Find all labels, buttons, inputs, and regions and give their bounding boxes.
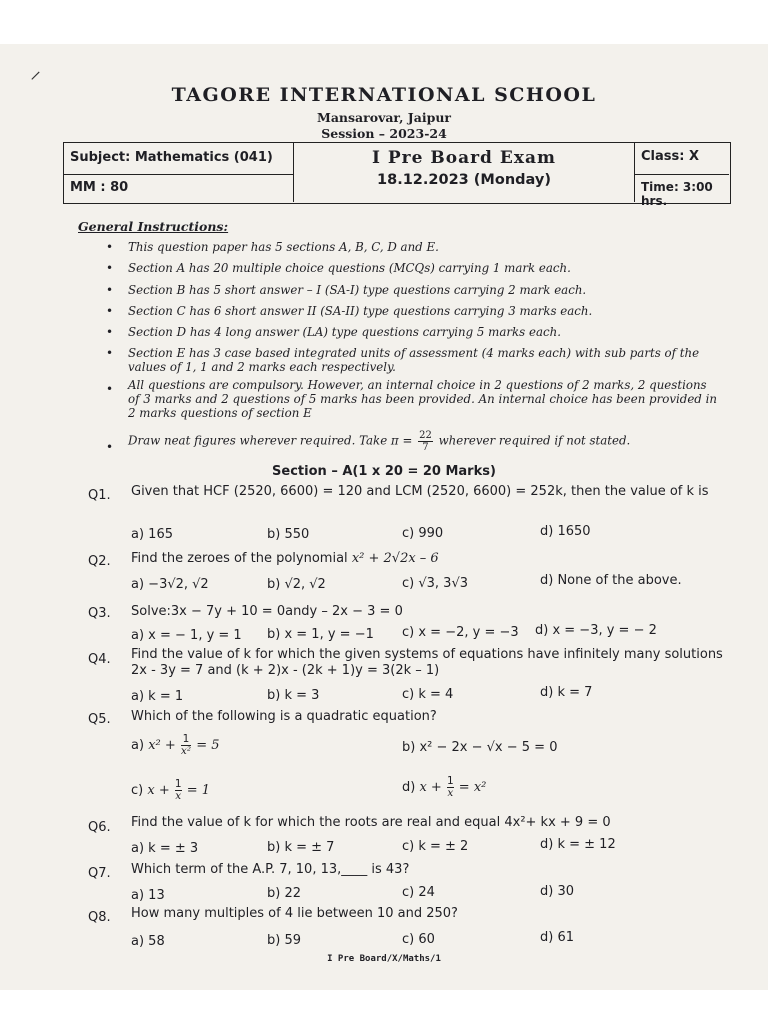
option-b: b) √2, √2	[267, 577, 326, 592]
instruction-text: Draw neat figures wherever required. Take π =	[128, 433, 413, 448]
question-number: Q7.	[88, 866, 111, 881]
option-a: a) k = ± 3	[131, 841, 199, 856]
instruction-item: Section A has 20 multiple choice questions (MCQs) carrying 1 mark each.	[128, 261, 571, 275]
polynomial-expression: x² + 2√2x – 6	[351, 551, 439, 566]
question-text: Find the zeroes of the polynomial	[131, 551, 348, 566]
option-c: c) 24	[402, 885, 435, 900]
option-d	[402, 776, 486, 799]
question-text: Given that HCF (2520, 6600) = 120 and LCM (2520, 6600) = 252k, then the value of k is	[131, 484, 709, 499]
option-b: b) 22	[267, 886, 301, 901]
time-cell: Time: 3:00 hrs.	[634, 175, 729, 202]
question-text: Which of the following is a quadratic equation?	[131, 709, 437, 724]
fraction-numerator: 1	[182, 733, 190, 745]
instruction-text: wherever required if not stated.	[438, 433, 631, 448]
option-label: a)	[131, 738, 145, 753]
question-text: Which term of the A.P. 7, 10, 13,____ is 43?	[131, 862, 410, 877]
session: Session – 2023-24	[321, 126, 447, 141]
expression-part: x +	[147, 783, 170, 798]
max-marks-cell: MM : 80	[64, 175, 294, 202]
option-b: b) 550	[267, 527, 310, 542]
exam-title-cell	[294, 143, 634, 202]
option-c: c) k = ± 2	[402, 839, 469, 854]
fraction-numerator: 1	[174, 778, 182, 790]
photo-top-border	[0, 0, 768, 44]
option-b: b) k = 3	[267, 688, 320, 703]
pen-mark: ⸝	[30, 59, 42, 84]
option-a: a) k = 1	[131, 689, 184, 704]
option-b: b) k = ± 7	[267, 840, 335, 855]
option-d: d) 30	[540, 884, 574, 899]
bullet-icon: •	[106, 382, 114, 396]
option-c: c) 990	[402, 526, 444, 541]
question-text: How many multiples of 4 lie between 10 and 250?	[131, 906, 458, 921]
instruction-item: Section B has 5 short answer – I (SA-I) type questions carrying 2 mark each.	[128, 283, 587, 297]
instruction-item: All questions are compulsory. However, an internal choice in 2 questions of 2 marks, 2 questions of 3 marks and 2 questions of 5 marks has been provided. An internal choice has been provided in 2 marks questions of section E	[128, 378, 717, 420]
question-number: Q1.	[88, 488, 111, 503]
bullet-icon: •	[106, 346, 114, 360]
exam-header-table	[63, 142, 731, 208]
section-a-heading: Section – A(1 x 20 = 20 Marks)	[272, 464, 496, 479]
question-text-q2	[131, 551, 723, 567]
option-d: d) None of the above.	[540, 573, 682, 588]
instruction-item: Section C has 6 short answer II (SA-II) type questions carrying 3 marks each.	[128, 304, 593, 318]
option-b: b) 59	[267, 933, 301, 948]
question-number: Q3.	[88, 606, 111, 621]
photo-bottom-border	[0, 990, 768, 1024]
question-number: Q8.	[88, 910, 111, 925]
option-a: a) 58	[131, 934, 165, 949]
instruction-item: Section E has 3 case based integrated units of assessment (4 marks each) with sub parts of the values of 1, 1 and 2 marks each respectively.	[128, 346, 700, 374]
bullet-icon: •	[106, 240, 114, 254]
option-d: d) 61	[540, 930, 574, 945]
bullet-icon: •	[106, 261, 114, 275]
exam-title: I Pre Board Exam	[372, 148, 556, 168]
option-label: d)	[402, 780, 416, 795]
page-footer: I Pre Board/X/Maths/1	[327, 954, 441, 964]
option-c: c) √3, 3√3	[402, 576, 468, 591]
expression-part: x² +	[148, 738, 176, 753]
option-a: a) 13	[131, 888, 165, 903]
pi-fraction	[418, 430, 433, 453]
option-b: b) x² − 2x − √x − 5 = 0	[402, 740, 558, 755]
fraction-denominator: 7	[422, 442, 429, 453]
question-number: Q4.	[88, 652, 111, 667]
bullet-icon: •	[106, 325, 114, 339]
option-a: a) 165	[131, 527, 173, 542]
option-c: c) k = 4	[402, 687, 454, 702]
option-d: d) 1650	[540, 524, 591, 539]
fraction	[447, 776, 454, 799]
fraction-numerator: 1	[446, 775, 454, 787]
question-number: Q6.	[88, 820, 111, 835]
school-name: TAGORE INTERNATIONAL SCHOOL	[171, 84, 597, 106]
exam-date: 18.12.2023 (Monday)	[377, 172, 551, 188]
option-d: d) k = 7	[540, 685, 593, 700]
question-text: Solve:3x − 7y + 10 = 0andy – 2x − 3 = 0	[131, 604, 403, 619]
option-a	[131, 734, 219, 757]
bullet-icon: •	[106, 304, 114, 318]
option-a: a) x = − 1, y = 1	[131, 628, 242, 643]
option-a: a) −3√2, √2	[131, 577, 209, 592]
fraction-numerator: 22	[419, 430, 432, 441]
expression-part: = 1	[186, 783, 210, 798]
option-c: c) x = −2, y = −3	[402, 625, 519, 640]
instruction-item-pi	[128, 430, 720, 453]
bullet-icon: •	[106, 283, 114, 297]
subject-cell: Subject: Mathematics (041)	[64, 143, 294, 175]
option-c	[131, 779, 210, 802]
question-text: Find the value of k for which the roots are real and equal 4x²+ kx + 9 = 0	[131, 815, 611, 830]
instructions-heading: General Instructions:	[78, 219, 229, 234]
option-d: d) x = −3, y = − 2	[535, 623, 657, 638]
fraction	[181, 734, 191, 757]
school-address: Mansarovar, Jaipur	[316, 110, 451, 125]
question-number: Q5.	[88, 712, 111, 727]
expression-part: = x²	[458, 780, 487, 795]
option-d: d) k = ± 12	[540, 837, 616, 852]
expression-part: x +	[419, 780, 442, 795]
class-cell: Class: X	[634, 143, 729, 175]
question-number: Q2.	[88, 554, 111, 569]
option-b: b) x = 1, y = −1	[267, 627, 374, 642]
fraction-denominator: x	[175, 790, 182, 802]
instruction-item: Section D has 4 long answer (LA) type questions carrying 5 marks each.	[128, 325, 561, 339]
fraction-denominator: x²	[180, 745, 192, 757]
fraction	[175, 779, 182, 802]
fraction-denominator: x	[447, 787, 454, 799]
expression-part: = 5	[196, 738, 220, 753]
option-c: c) 60	[402, 932, 435, 947]
question-text: Find the value of k for which the given systems of equations have infinitely many solutions 2x - 3y = 7 and (k + 2)x - (2k + 1)y = 3(2k – 1)	[131, 647, 723, 678]
instruction-item: This question paper has 5 sections A, B, C, D and E.	[128, 240, 439, 254]
option-label: c)	[131, 783, 144, 798]
bullet-icon: •	[106, 440, 114, 454]
